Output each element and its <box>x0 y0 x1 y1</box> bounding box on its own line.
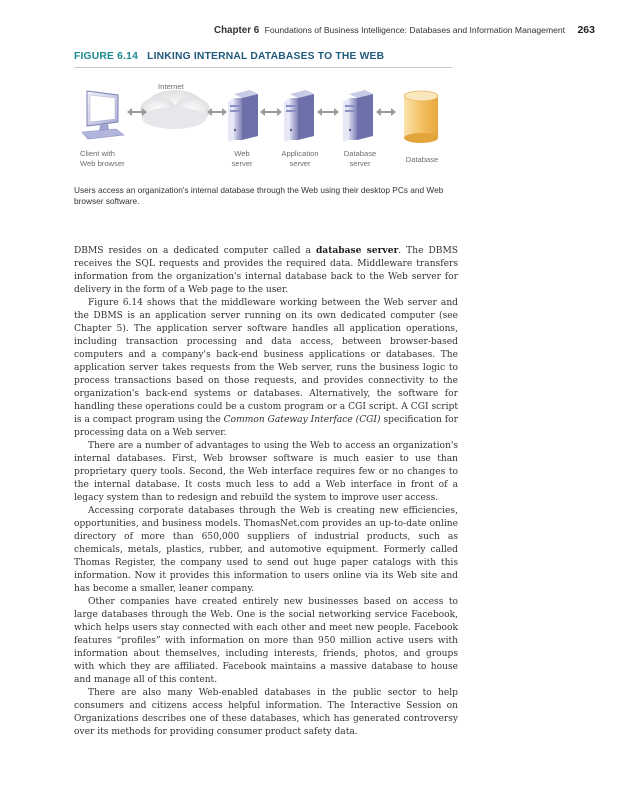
web-server-icon <box>228 90 258 142</box>
paragraph: Other companies have created entirely new businesses based on access to large databases through the Web. One is the social networking service Facebook, which helps users stay connected with each other and meet new people. Facebook features “profiles” with information on more than 950 million active users with information about themselves, including interests, friends, photos, and groups with which they are affiliated. Facebook maintains a massive database to house and manage all of this content. <box>74 597 458 685</box>
arrow-dbserver-database <box>376 108 396 116</box>
client-label-line1: Client with <box>80 149 116 158</box>
database-cylinder-icon <box>404 91 438 143</box>
web-server-label-line2: server <box>231 159 253 168</box>
arrow-app-dbserver <box>317 108 339 116</box>
database-label: Database <box>405 155 439 164</box>
app-server-label-line1: Application <box>281 149 319 158</box>
db-server-label-line2: server <box>349 159 371 168</box>
body-text <box>74 244 458 739</box>
web-database-diagram <box>74 72 464 182</box>
internet-cloud-icon <box>140 90 210 129</box>
client-label-line2: Web browser <box>80 159 125 168</box>
figure-caption: Users access an organization's internal database through the Web using their desktop PCs and Web browser software. <box>74 185 444 207</box>
italic-term: Common Gateway Interface (CGI) <box>223 415 381 425</box>
db-server-label-line1: Database <box>343 149 377 158</box>
client-computer-icon <box>82 91 124 139</box>
internet-label: Internet <box>158 82 184 91</box>
paragraph: Accessing corporate databases through the Web is creating new efficiencies, opportunities, and business models. ThomasNet.com provides an up-to-date online directory of more than 650,000 suppliers of industrial products, such as chemicals, metals, plastics, rubber, and automotive equipment. Formerly called Thomas Register, the company used to send out huge paper catalogs with this information. Now it provides this information to users online via its Web site and has become a smaller, leaner company. <box>74 506 458 594</box>
arrow-internet-web <box>207 108 227 116</box>
web-server-label-line1: Web <box>234 149 250 158</box>
chapter-title: Foundations of Business Intelligence: Databases and Information Management <box>264 25 566 35</box>
page-number: 263 <box>577 24 595 36</box>
figure-divider <box>74 67 452 68</box>
database-server-icon <box>343 90 373 142</box>
figure-number: FIGURE 6.14 <box>74 51 139 62</box>
running-header <box>60 24 595 36</box>
paragraph: There are a number of advantages to using the Web to access an organization's internal databases. First, Web browser software is much easier to use than proprietary query tools. Second, the Web interface requires few or no changes to the internal database. It costs much less to add a Web interface in front of a legacy system than to redesign and rebuild the system to improve user access. <box>74 441 458 503</box>
paragraph: There are also many Web-enabled databases in the public sector to help consumers and citizens access helpful information. The Interactive Session on Organizations describes one of these databases, which has generated controversy over its methods for providing consumer product safety data. <box>74 688 458 737</box>
key-term: database server <box>315 245 399 256</box>
paragraph: DBMS resides on a dedicated computer called a database server. The DBMS receives the SQL requests and provides the required data. Middleware transfers information from the organization's internal database back to the Web server for delivery in the form of a Web page to the user. <box>74 245 458 295</box>
chapter-label: Chapter 6 <box>214 25 260 36</box>
application-server-icon <box>284 90 314 142</box>
figure-title <box>74 51 454 66</box>
app-server-label-line2: server <box>289 159 311 168</box>
arrow-web-app <box>260 108 282 116</box>
figure-name: LINKING INTERNAL DATABASES TO THE WEB <box>147 51 385 62</box>
paragraph: Figure 6.14 shows that the middleware working between the Web server and the DBMS is an application server running on its own dedicated computer (see Chapter 5). The application server software handles all application operations, including transaction processing and data access, between browser-based computers and a company's back-end business applications or databases. The application server takes requests from the Web server, runs the business logic to process transactions based on those requests, and provides connectivity to the organization's back-end systems or databases. Alternatively, the software for handling these operations could be a custom program or a CGI script. A CGI script is a compact program using the Common Gateway Interface (CGI) specification for processing data on a Web server. <box>74 298 458 438</box>
